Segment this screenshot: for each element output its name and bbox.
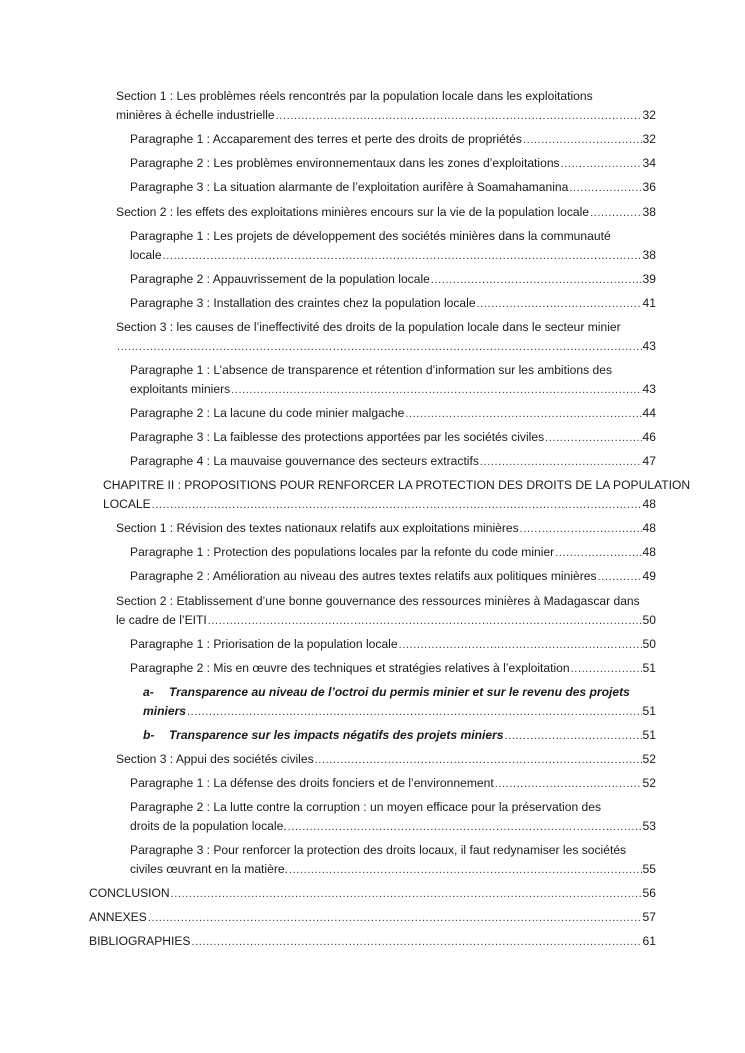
page-number: 38 — [642, 205, 656, 219]
toc-entry-text: Paragraphe 2 : Les problèmes environnementaux dans les zones d’exploitations — [130, 156, 560, 170]
page-number: 51 — [642, 661, 656, 675]
toc-entry[interactable] — [116, 520, 656, 537]
toc-entry[interactable] — [130, 381, 656, 398]
toc-entry-text: Paragraphe 1 : La défense des droits fonciers et de l’environnement — [130, 776, 494, 790]
page-number: 52 — [642, 776, 656, 790]
toc-entry-text: CONCLUSION — [89, 886, 170, 900]
toc-entry-text: Section 3 : Appui des sociétés civiles — [116, 752, 314, 766]
toc-entry-annexes[interactable] — [89, 909, 656, 926]
toc-entry-text: Paragraphe 2 : La lutte contre la corruption : un moyen efficace pour la préservation des — [130, 800, 602, 814]
toc-entry-text: LOCALE — [103, 497, 151, 511]
page-number: 34 — [642, 156, 656, 170]
toc-entry-text: ANNEXES — [89, 910, 147, 924]
dot-leader — [590, 205, 641, 222]
dot-leader — [555, 545, 641, 562]
toc-entry-text: Transparence au niveau de l’octroi du permis minier et sur le revenu des projets — [169, 685, 630, 699]
toc-entry[interactable] — [116, 107, 656, 124]
page-number: 48 — [642, 521, 656, 535]
page-number: 50 — [642, 637, 656, 651]
page-number: 56 — [642, 886, 656, 900]
page-number: 32 — [642, 132, 656, 146]
page-number: 47 — [642, 454, 656, 468]
page-number: 36 — [642, 180, 656, 194]
page-number: 51 — [642, 728, 656, 742]
toc-entry-text: Paragraphe 1 : Protection des populations locales par la refonte du code minier — [130, 545, 555, 559]
toc-entry-text: le cadre de l’EITI — [116, 613, 207, 627]
page-number: 48 — [642, 497, 656, 511]
list-marker: a- — [143, 685, 154, 699]
toc-entry[interactable] — [116, 751, 656, 768]
dot-leader — [495, 776, 642, 793]
toc-entry[interactable] — [130, 636, 656, 653]
toc-entry-text: Paragraphe 1 : L’absence de transparence et rétention d’information sur les ambitions des — [130, 363, 613, 377]
page-number: 39 — [642, 272, 656, 286]
toc-entry-conclusion[interactable] — [89, 885, 656, 902]
toc-entry-text: Transparence sur les impacts négatifs des projets miniers — [169, 728, 504, 742]
toc-entry[interactable] — [116, 204, 656, 221]
toc-entry-text: Section 1 : Les problèmes réels rencontrés par la population locale dans les exploitations — [116, 89, 593, 103]
toc-entry[interactable] — [130, 179, 656, 196]
toc-entry-text: minières à échelle industrielle — [116, 108, 275, 122]
toc-entry[interactable] — [130, 247, 656, 264]
toc-subentry-first-line — [143, 684, 630, 701]
toc-entry-label — [143, 727, 504, 744]
page-number: 50 — [642, 613, 656, 627]
toc-entry-text: miniers — [143, 704, 187, 718]
page-number: 44 — [642, 406, 656, 420]
dot-leader — [315, 752, 642, 769]
toc-entry-text: Paragraphe 3 : Pour renforcer la protection des droits locaux, il faut redynamiser les sociétés — [130, 843, 627, 857]
toc-entry[interactable] — [116, 338, 656, 355]
list-marker: b- — [143, 728, 155, 742]
toc-entry[interactable] — [116, 612, 656, 629]
toc-entry-text: Section 3 : les causes de l’ineffectivité des droits de la population locale dans le secteur minier — [116, 320, 621, 334]
toc-entry-text: Paragraphe 3 : Installation des craintes chez la population locale — [130, 296, 476, 310]
dot-leader — [431, 272, 642, 289]
toc-entry-text: Paragraphe 2 : Amélioration au niveau des autres textes relatifs aux politiques minières — [130, 569, 597, 583]
toc-entry-text: exploitants miniers — [130, 382, 231, 396]
toc-entry[interactable] — [130, 660, 656, 677]
page-number: 49 — [642, 569, 656, 583]
toc-entry[interactable] — [130, 295, 656, 312]
toc-entry-text: Paragraphe 3 : La situation alarmante de l’exploitation aurifère à Soamahamanina — [130, 180, 569, 194]
dot-leader — [399, 637, 642, 654]
dot-leader — [171, 886, 642, 903]
dot-leader — [477, 296, 642, 313]
page-number: 52 — [642, 752, 656, 766]
page-number: 46 — [642, 430, 656, 444]
page-number: 38 — [642, 248, 656, 262]
dot-leader — [152, 497, 642, 514]
dot-leader — [505, 728, 642, 745]
toc-entry-bibliographies[interactable] — [89, 933, 656, 950]
toc-entry[interactable] — [143, 727, 656, 744]
toc-entry[interactable] — [130, 818, 656, 835]
page-number: 55 — [642, 862, 656, 876]
dot-leader — [208, 613, 642, 630]
dot-leader — [276, 108, 642, 125]
page-number: 48 — [642, 545, 656, 559]
dot-leader — [117, 339, 642, 356]
page-number: 57 — [642, 910, 656, 924]
dot-leader — [289, 862, 642, 879]
toc-entry[interactable] — [130, 861, 656, 878]
toc-entry[interactable] — [130, 271, 656, 288]
toc-entry[interactable] — [130, 544, 656, 561]
toc-entry-text: Paragraphe 4 : La mauvaise gouvernance des secteurs extractifs — [130, 454, 479, 468]
toc-entry-text: civiles œuvrant en la matière. — [130, 862, 288, 876]
dot-leader — [163, 248, 642, 265]
toc-entry[interactable] — [103, 496, 656, 513]
page-number: 51 — [642, 704, 656, 718]
toc-entry-text: Section 2 : les effets des exploitations minières encours sur la vie de la population locale — [116, 205, 590, 219]
page-number: 43 — [642, 382, 656, 396]
toc-entry-text: locale — [130, 248, 162, 262]
toc-entry-text: Paragraphe 1 : Priorisation de la population locale — [130, 637, 398, 651]
page-number: 61 — [642, 934, 656, 948]
dot-leader — [569, 180, 641, 197]
dot-leader — [288, 819, 642, 836]
toc-entry-text: Paragraphe 3 : La faiblesse des protections apportées par les sociétés civiles — [130, 430, 545, 444]
dot-leader — [571, 661, 642, 678]
toc-entry[interactable] — [130, 155, 656, 172]
dot-leader — [231, 382, 641, 399]
toc-entry-text: Section 1 : Révision des textes nationaux relatifs aux exploitations minières — [116, 521, 519, 535]
dot-leader — [148, 910, 642, 927]
toc-entry-text: Paragraphe 1 : Les projets de développement des sociétés minières dans la communauté — [130, 229, 611, 243]
dot-leader — [545, 430, 641, 447]
page-number: 32 — [642, 108, 656, 122]
toc-entry[interactable] — [143, 703, 656, 720]
dot-leader — [561, 156, 642, 173]
dot-leader — [405, 406, 641, 423]
toc-entry-text: droits de la population locale. — [130, 819, 287, 833]
toc-entry-text: Paragraphe 2 : Appauvrissement de la population locale — [130, 272, 430, 286]
toc-entry-text: BIBLIOGRAPHIES — [89, 934, 191, 948]
toc-entry[interactable] — [130, 453, 656, 470]
dot-leader — [523, 132, 642, 149]
toc-entry[interactable] — [130, 131, 656, 148]
dot-leader — [598, 569, 642, 586]
dot-leader — [480, 454, 642, 471]
dot-leader — [192, 934, 642, 951]
toc-entry[interactable] — [130, 429, 656, 446]
toc-entry-text: Paragraphe 2 : La lacune du code minier malgache — [130, 406, 405, 420]
toc-entry-text: Paragraphe 2 : Mis en œuvre des techniques et stratégies relatives à l’exploitation — [130, 661, 570, 675]
page-number: 41 — [642, 296, 656, 310]
toc-entry[interactable] — [130, 775, 656, 792]
toc-entry[interactable] — [130, 405, 656, 422]
page-number: 43 — [642, 339, 656, 353]
dot-leader — [187, 704, 642, 721]
dot-leader — [520, 521, 642, 538]
toc-entry[interactable] — [130, 568, 656, 585]
page-number: 53 — [642, 819, 656, 833]
toc-entry-text: Paragraphe 1 : Accaparement des terres et perte des droits de propriétés — [130, 132, 522, 146]
toc-entry-text: Section 2 : Etablissement d’une bonne gouvernance des ressources minières à Madagascar dans — [116, 594, 640, 608]
toc-entry-text: CHAPITRE II : PROPOSITIONS POUR RENFORCER LA PROTECTION DES DROITS DE LA POPULATION — [103, 478, 691, 492]
